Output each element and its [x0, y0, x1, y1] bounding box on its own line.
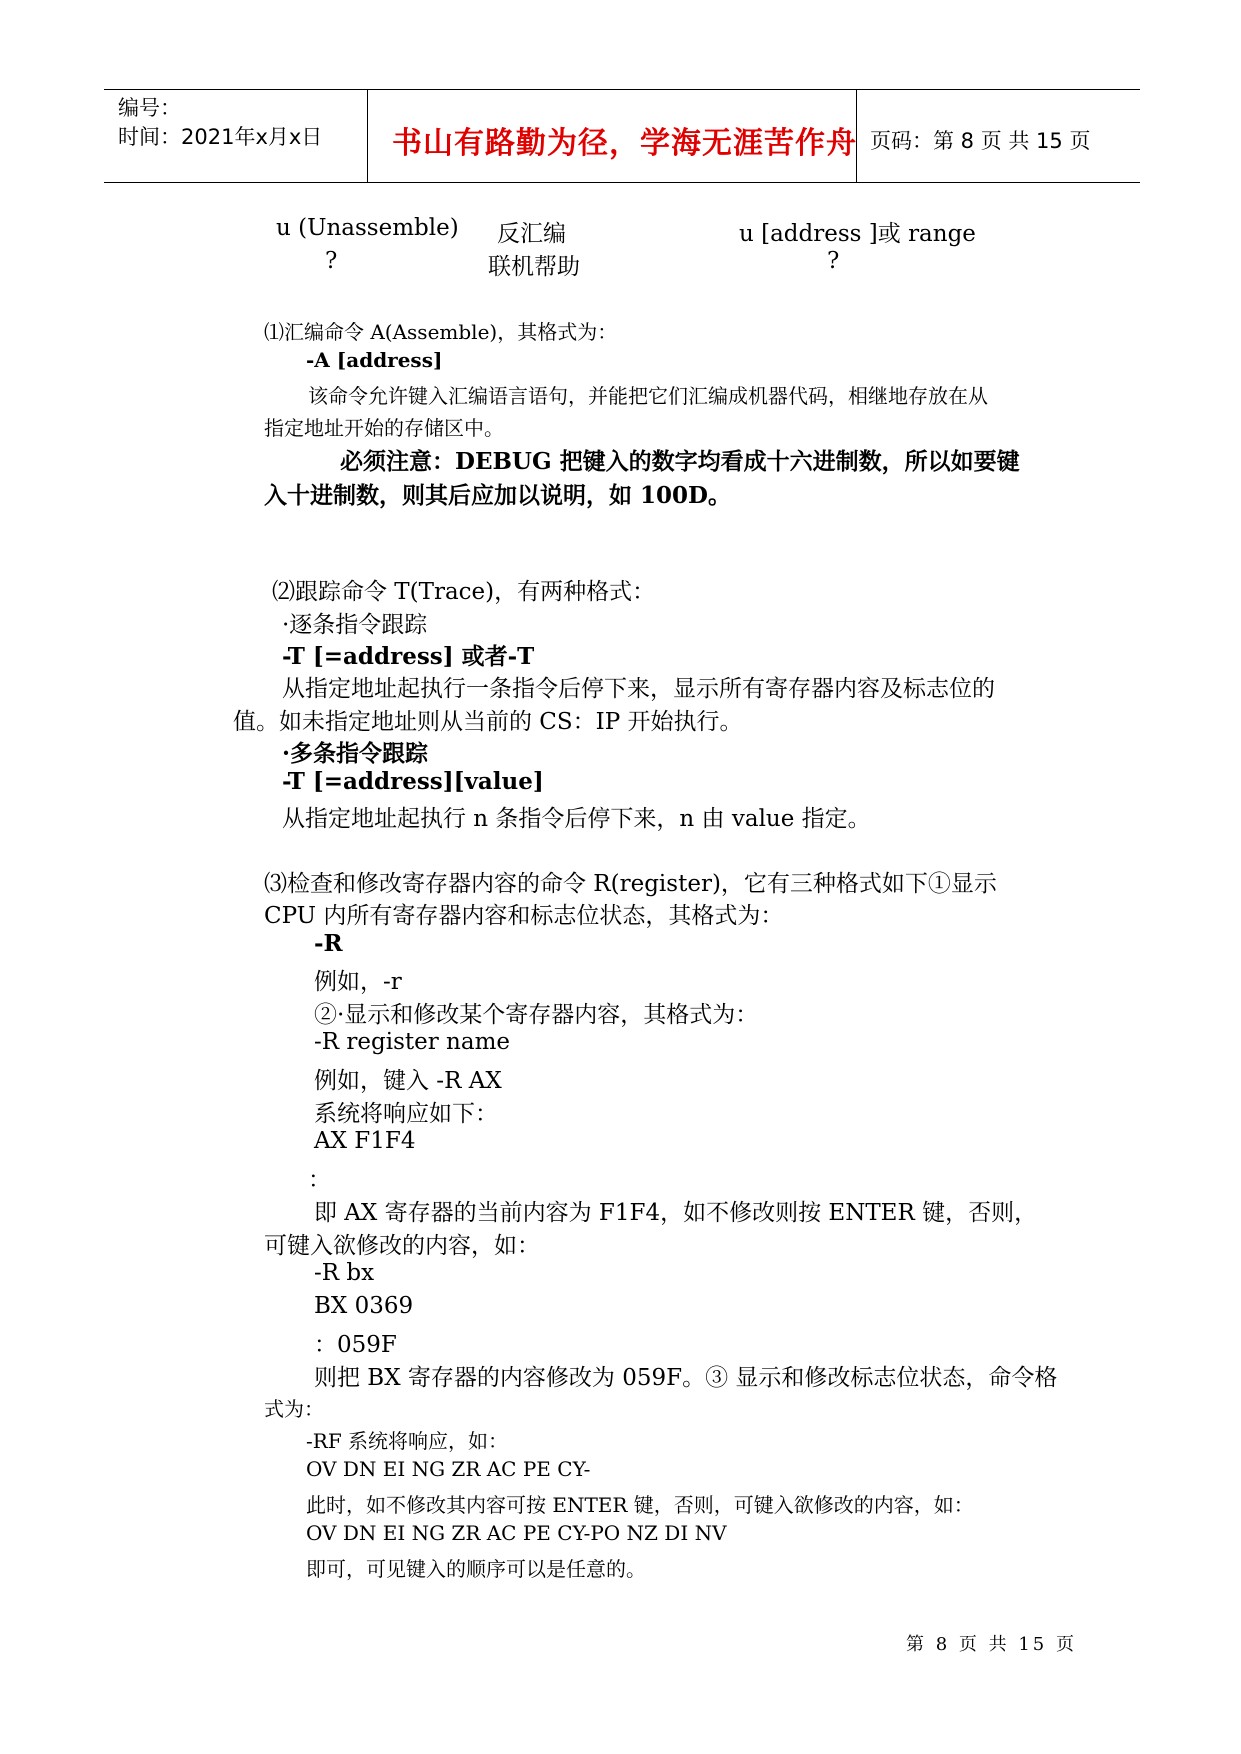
- assemble-desc-line-2: 指定地址开始的存储区中。: [264, 416, 504, 440]
- table-cell-function: 反汇编: [497, 221, 566, 247]
- table-cell-format: u [address ]或 range: [739, 221, 976, 247]
- trace-single-desc-line-1: 从指定地址起执行一条指令后停下来，显示所有寄存器内容及标志位的: [282, 676, 995, 702]
- register-format-2-title: ②·显示和修改某个寄存器内容，其格式为：: [314, 1002, 759, 1028]
- trace-multi-desc: 从指定地址起执行 n 条指令后停下来，n 由 value 指定。: [282, 806, 871, 832]
- register-flags-explain: 此时，如不修改其内容可按 ENTER 键，否则，可键入欲修改的内容，如：: [306, 1493, 974, 1517]
- header-divider-left: [367, 90, 368, 183]
- register-input-059f: ：059F: [314, 1332, 397, 1358]
- register-response-colon: ：: [308, 1167, 331, 1193]
- header-motto: 书山有路勤为径，学海无涯苦作舟: [392, 126, 857, 161]
- section-assemble-heading: ⑴汇编命令 A(Assemble)，其格式为：: [264, 320, 618, 344]
- assemble-note-line-2: 入十进制数，则其后应加以说明，如 100D。: [264, 482, 731, 509]
- register-result-line: 则把 BX 寄存器的内容修改为 059F。③ 显示和修改标志位状态，命令格: [314, 1365, 1058, 1391]
- assemble-syntax: -A [address]: [306, 348, 443, 372]
- page-footer: 第 8 页 共 15 页: [906, 1634, 1077, 1655]
- register-result-line-2: 式为：: [264, 1397, 324, 1421]
- assemble-desc-line-1: 该命令允许键入汇编语言语句，并能把它们汇编成机器代码，相继地存放在从: [308, 384, 988, 408]
- register-flags-conclusion: 即可，可见键入的顺序可以是任意的。: [306, 1557, 646, 1581]
- register-example-bx: -R bx: [314, 1260, 375, 1286]
- assemble-note-line-1: 必须注意：DEBUG 把键入的数字均看成十六进制数，所以如要键: [340, 448, 1020, 475]
- register-response-label: 系统将响应如下：: [314, 1101, 498, 1127]
- register-flags-display: OV DN EI NG ZR AC PE CY-: [306, 1457, 591, 1481]
- header-number-label: 编号：: [118, 96, 181, 120]
- table-cell-help-format: ?: [827, 248, 840, 274]
- register-explain-line-1: 即 AX 寄存器的当前内容为 F1F4，如不修改则按 ENTER 键，否则，: [314, 1200, 1038, 1226]
- register-example-r: 例如，-r: [314, 969, 402, 995]
- header-page-label: 页码：第 8 页 共 15 页: [870, 129, 1091, 153]
- header-time-label: 时间：2021年x月x日: [118, 125, 323, 149]
- register-response-bx: BX 0369: [314, 1293, 414, 1319]
- register-syntax-r: -R: [314, 930, 343, 957]
- table-cell-help-function: 联机帮助: [488, 254, 580, 280]
- trace-single-step-title: ·逐条指令跟踪: [282, 612, 428, 638]
- trace-multi-syntax: -T [=address][value]: [282, 768, 544, 795]
- table-cell-help-command: ?: [325, 248, 338, 274]
- trace-single-desc-line-2: 值。如未指定地址则从当前的 CS：IP 开始执行。: [233, 709, 743, 735]
- table-cell-command: u (Unassemble): [276, 215, 459, 241]
- header-top-rule: [104, 89, 1140, 90]
- section-register-heading-line-1: ⑶检查和修改寄存器内容的命令 R(register)，它有三种格式如下①显示: [264, 871, 997, 897]
- register-response-ax: AX F1F4: [314, 1128, 416, 1154]
- section-register-heading-line-2: CPU 内所有寄存器内容和标志位状态，其格式为：: [264, 903, 784, 929]
- trace-multi-step-title: ·多条指令跟踪: [282, 740, 429, 767]
- trace-single-syntax: -T [=address] 或者-T: [282, 643, 535, 670]
- register-syntax-name: -R register name: [314, 1029, 510, 1055]
- section-trace-heading: ⑵跟踪命令 T(Trace)，有两种格式：: [272, 579, 656, 605]
- register-rf-syntax: -RF 系统将响应，如：: [306, 1429, 509, 1453]
- header-bottom-rule: [104, 182, 1140, 183]
- register-flags-modified: OV DN EI NG ZR AC PE CY-PO NZ DI NV: [306, 1521, 727, 1545]
- register-example-ax: 例如，键入 -R AX: [314, 1068, 502, 1094]
- register-explain-line-2: 可键入欲修改的内容，如：: [264, 1233, 540, 1259]
